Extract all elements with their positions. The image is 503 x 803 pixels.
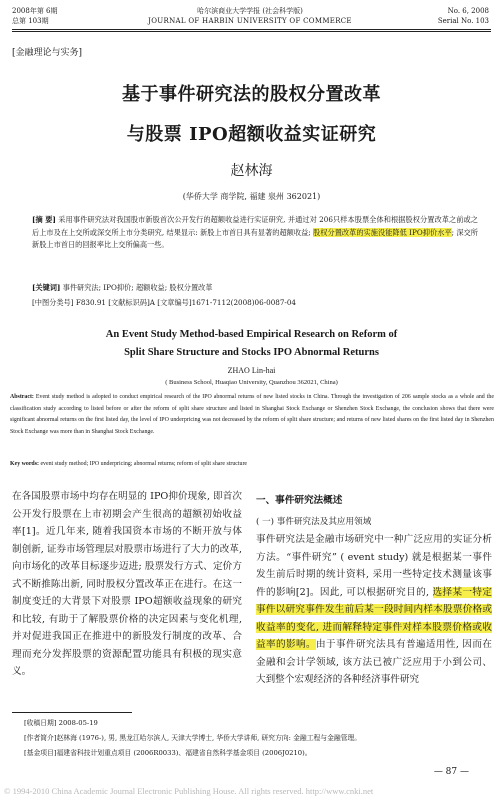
affiliation-en: ( Business School, Huaqiao University, Quanzhou 362021, China) (165, 379, 338, 386)
author-bio: [作者简介]赵林海 (1976-), 男, 黑龙江哈尔滨人, 天津大学博士, 华侨大学讲师, 研究方向: 金融工程与金融管理。 (24, 734, 362, 742)
author-en: ZHAO Lin-hai (227, 366, 276, 375)
issue-number: 2008年第 6期 (12, 7, 58, 15)
keywords-cn (32, 283, 478, 293)
classification-cn: [中图分类号] F830.91 [文献标识码]A [文章编号]1671-7112(2008)06-0087-04 (32, 298, 296, 307)
section-heading: 一、事件研究法概述 (256, 495, 343, 506)
page-number: — 87 — (433, 767, 469, 777)
issue-number-en: No. 6, 2008 (447, 7, 489, 15)
received-date: [收稿日期] 2008-05-19 (24, 719, 98, 727)
abstract-cn-text-end: ; 深交所新股上市首日的回报率比上交所偏高一些。 (32, 227, 478, 249)
issue-info-en (438, 6, 489, 26)
title-cn-line1: 基于事件研究法的股权分置改革 (122, 84, 381, 105)
cnki-watermark: © 1994-2010 China Academic Journal Electronic Publishing House. All rights reserved. http://www.cnki.net (4, 786, 374, 796)
body-left-column (12, 488, 242, 681)
total-issue-number: 总第 103期 (12, 17, 49, 25)
footnotes (24, 716, 494, 761)
abstract-cn-text: 采用事件研究法对我国股市新股首次公开发行的超额收益进行实证研究, 并通过对 206只样本股票全体和根据股权分置改革之前或之后上市及在上交所或深交所上市分类研究, 结果显示: 新股上市首日具有显著的超额收益; (32, 215, 478, 237)
abstract-cn (32, 214, 478, 252)
issue-info (12, 6, 58, 26)
abstract-en (10, 392, 494, 438)
abstract-cn-label: [摘 要] (32, 215, 56, 224)
affiliation-cn: (华侨大学 商学院, 福建 泉州 362021) (182, 192, 321, 201)
title-en-line2: Split Share Structure and Stocks IPO Abnormal Returns (124, 347, 379, 358)
abstract-cn-highlight: 股权分置改革的实施没能降低 IPO抑价水平 (313, 227, 452, 237)
title-cn-line2: 与股票 IPO超额收益实证研究 (126, 124, 377, 145)
abstract-en-text: Event study method is adopted to conduct empirical research of the IPO abnormal returns of new listed stocks in China. Through the investigation of 206 sample stocks as a whole and the classification study according to listed before or after the reform of split share structure and listed in Shanghai Stock Exchange or Shenzhen Stock Exchange, the conclusion shows that there were significant abnormal returns on the first listed day, the level of IPO underpricing was not decreased by the reform of split share structure; and returns of new listed shares on the first listed day in Shenzhen Stock Exchange was more than in Shanghai Stock Exchange. (10, 394, 494, 435)
abstract-en-label: Abstract: (10, 394, 34, 400)
serial-number-en: Serial No. 103 (437, 17, 489, 25)
keywords-en (10, 461, 494, 467)
section-tag: [金融理论与实务] (12, 48, 83, 58)
body-paragraph: 在各国股票市场中均存在明显的 IPO抑价现象, 即首次公开发行股票在上市初期会产生很高的超额初始收益率[1]。近几年来, 随着我国资本市场的不断开放与体制创新, 证券市场管理层对股票市场进行了大力的改革, 向市场化的改革目标逐步迈进; 股票发行方式、定价方式不断推陈出新, 同时股权分置改革正在进行。在这一制度变迁的大背景下对股票 IPO超额收益现象的研究和比较, 有助于了解股票价格的决定因素与变化机理, 并对促进我国正在推进中的新股发行制度的改革、合理而充分发挥股票的资源配置功能具有积极的现实意义。 (12, 491, 242, 677)
subsection-heading: ( 一) 事件研究法及其应用领域 (256, 516, 372, 527)
journal-name-en: JOURNAL OF HARBIN UNIVERSITY OF COMMERCE (148, 17, 352, 25)
footnote-rule (12, 712, 132, 713)
journal-name-cn: 哈尔滨商业大学学报 (社会科学版) (197, 7, 303, 15)
fund-info: [基金项目]福建省科技计划重点项目 (2006R0033)、福建省自然科学基金项目 (2006J0210)。 (24, 749, 312, 757)
title-en-line1: An Event Study Method-based Empirical Research on Reform of (105, 329, 398, 340)
body-right-highlight: 选择某一特定事件以研究事件发生前后某一段时间内样本股票价格或收益率的变化, 进而解释特定事件对样本股票价格或收益率的影响。 (256, 586, 492, 650)
header-rule (12, 29, 491, 30)
author-cn: 赵林海 (230, 163, 273, 179)
keywords-en-label: Key words: (10, 461, 39, 467)
body-right-text: 事件研究法是金融市场研究中一种广泛应用的实证分析方法。“事件研究” ( event study) 就是根据某一事件发生前后时期的统计资料, 采用一些特定技术测量该事件的影响[2]。因此, 可以根据研究目的, (256, 534, 492, 598)
keywords-cn-text: 事件研究法; IPO抑价; 超额收益; 股权分置改革 (60, 283, 213, 292)
journal-name (120, 6, 380, 26)
header-rule-2 (12, 31, 491, 32)
body-right-column (256, 492, 492, 689)
keywords-cn-label: [关键词] (32, 283, 61, 292)
keywords-en-text: event study method; IPO underpricing; abnormal returns; reform of split share structure (38, 461, 248, 467)
body-right-text-end: 由于事件研究法具有普遍适用性, 因而在金融和会计学领域, 该方法已被广泛应用于小到公司、大到整个宏观经济的各种经济事件研究 (256, 639, 493, 685)
body-paragraph-right (256, 531, 492, 689)
